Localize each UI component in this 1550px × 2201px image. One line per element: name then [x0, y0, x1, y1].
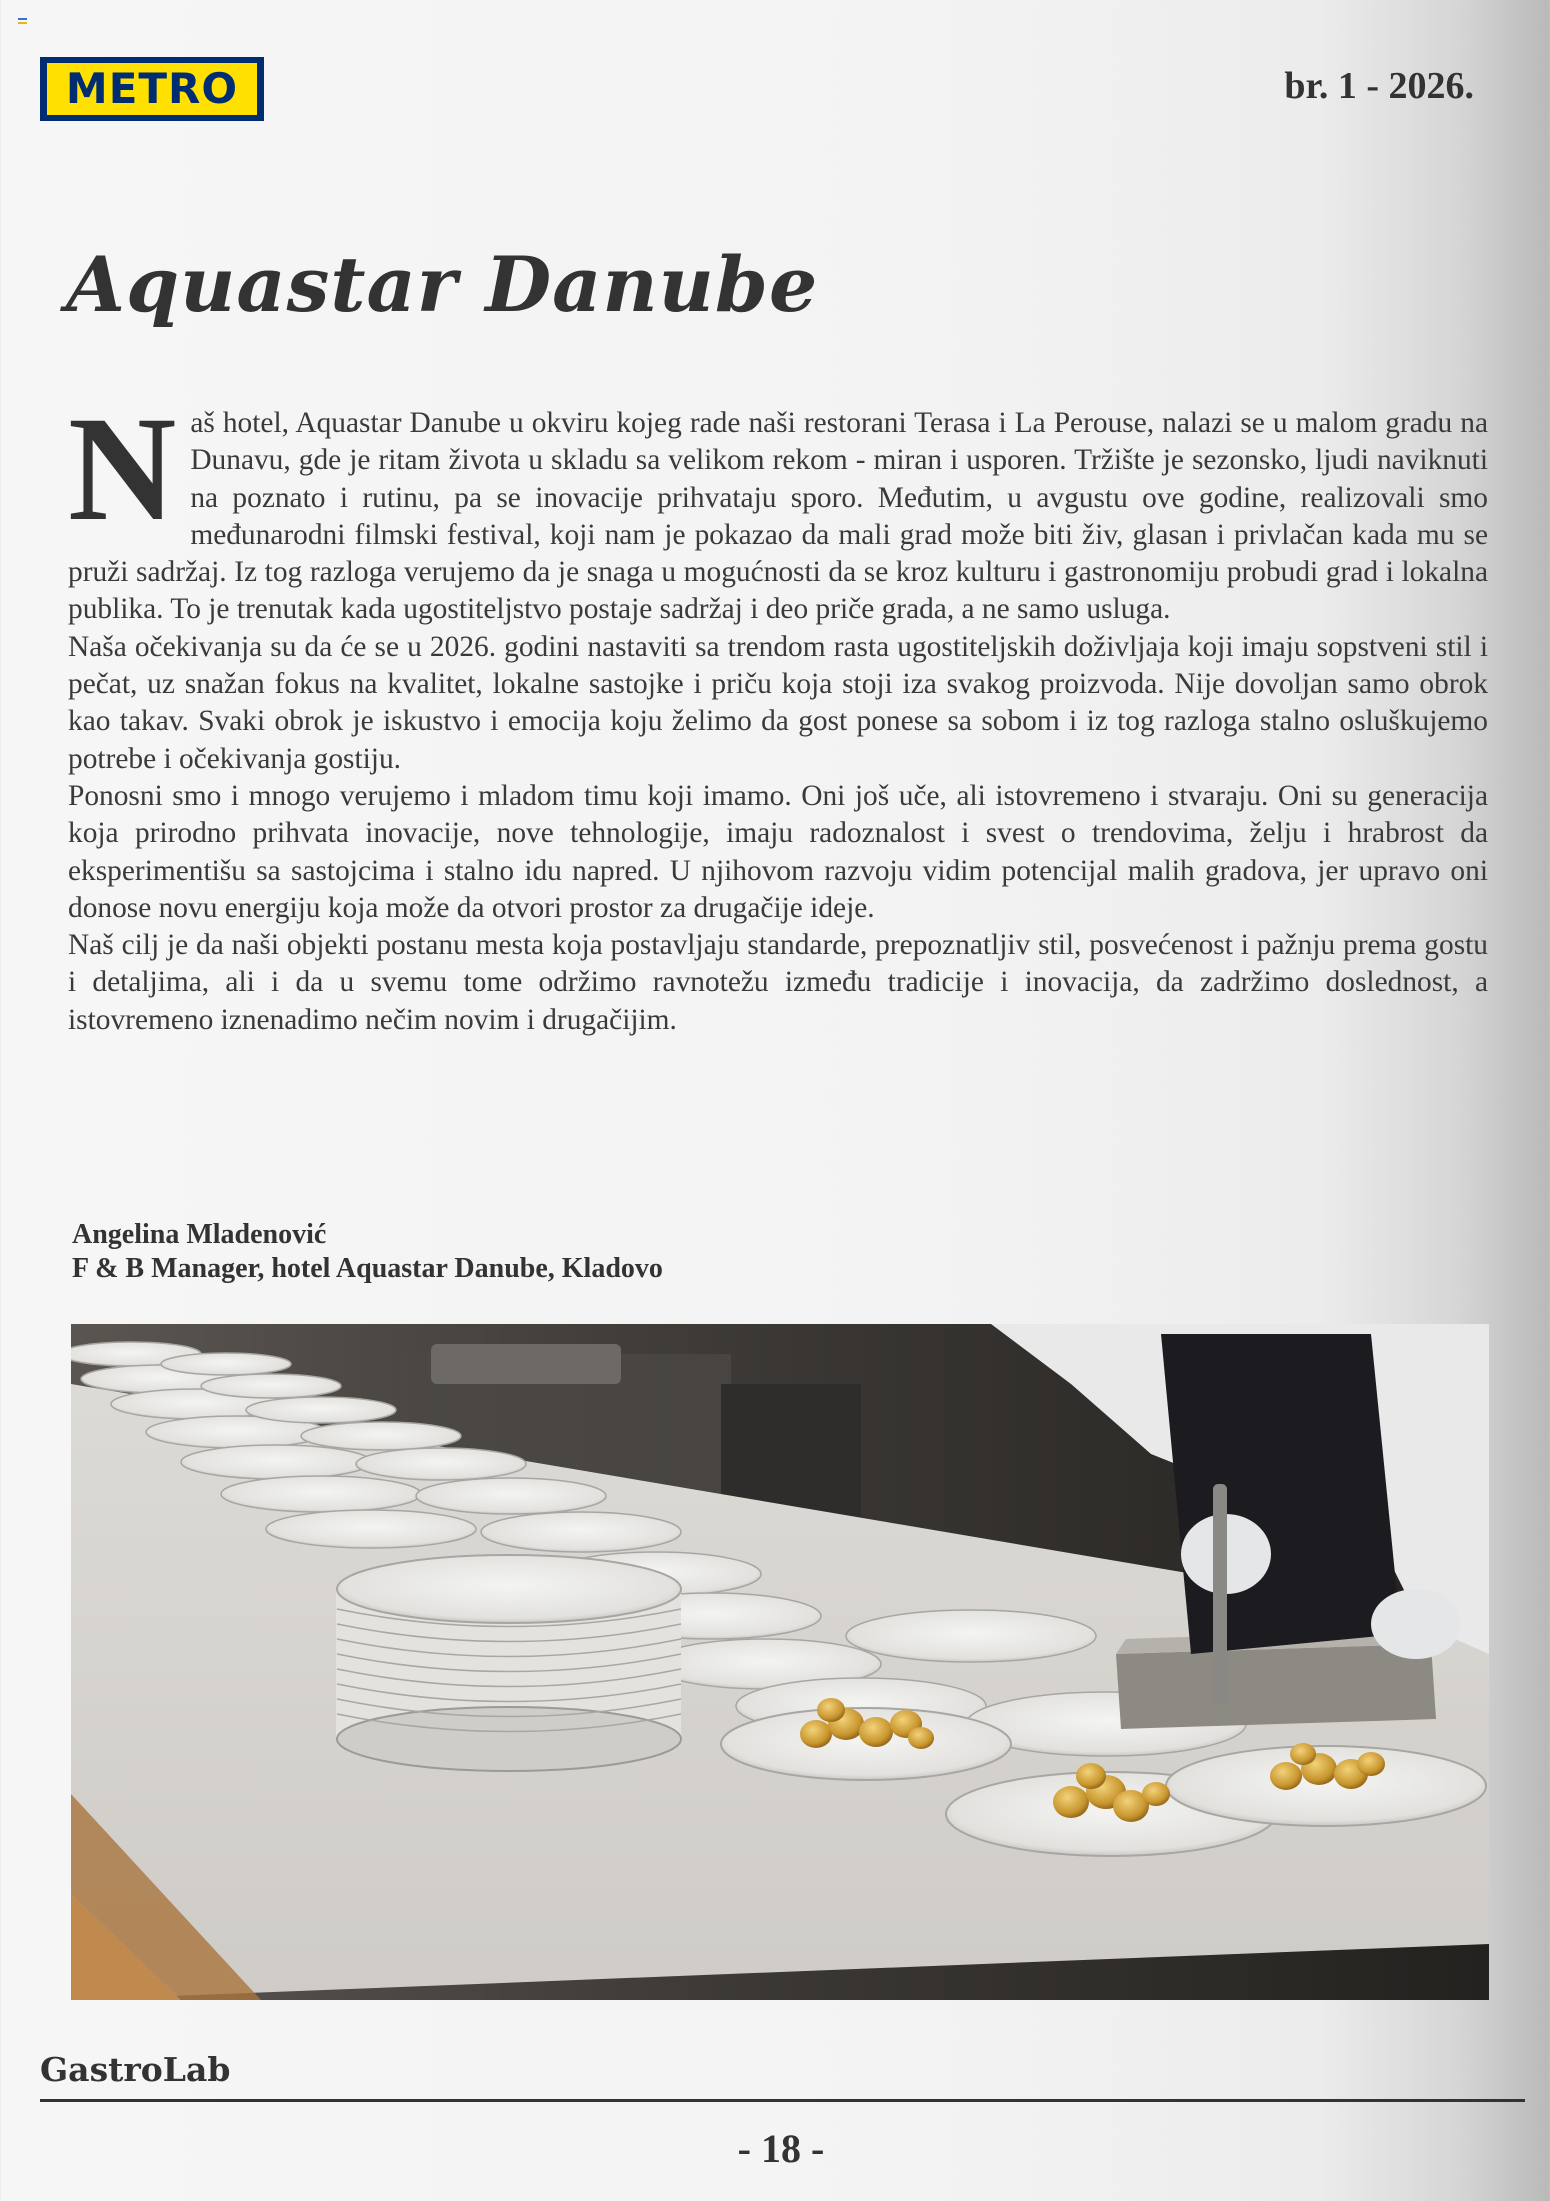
- paragraph-4: Naš cilj je da naši objekti postanu mesta koja postavljaju standarde, prepoznatljiv stil, posvećenost i pažnju prema gostu i detaljima, ali i da u svemu tome održimo ravnotežu između tradicije i inovacija, da zadržimo doslednost, a istovremeno iznenadimo nečim novim i drugačijim.: [68, 929, 1488, 1036]
- paragraph-1: [68, 386, 1488, 629]
- page-number: - 18 -: [737, 2126, 825, 2171]
- paragraph-3: Ponosni smo i mnogo verujemo i mladom timu koji imamo. Oni još uče, ali istovremeno i stvaraju. Oni su generacija koja prirodno prihvata inovacije, nove tehnologije, imaju radoznalost i svest o trendovima, želju i hrabrost da eksperimentišu sa sastojcima i stalno idu napred. U njihovom razvoju vidim potencijal malih gradova, jer upravo oni donose novu energiju koja može da otvori prostor za drugačije ideje.: [68, 779, 1488, 924]
- article-body: [68, 386, 1488, 1039]
- corner-mark: [18, 18, 27, 25]
- gastrolab-brand: GastroLab: [40, 2050, 231, 2089]
- article-title: Aquastar Danube: [66, 240, 819, 329]
- drop-cap: N: [68, 386, 177, 552]
- author-role: F & B Manager, hotel Aquastar Danube, Kladovo: [72, 1253, 663, 1284]
- issue-number: br. 1 - 2026.: [1284, 65, 1474, 107]
- author-signature: [72, 1218, 663, 1286]
- paragraph-2: Naša očekivanja su da će se u 2026. godini nastaviti sa trendom rasta ugostiteljskih doživljaja koji imaju sopstveni stil i pečat, uz snažan fokus na kvalitet, lokalne sastojke i priču koja stoji iza svakog proizvoda. Nije dovoljan samo obrok kao takav. Svaki obrok je iskustvo i emocija koju želimo da gost ponese sa sobom i iz tog razloga stalno osluškujemo potrebe i očekivanja gostiju.: [68, 630, 1488, 775]
- footer-divider: [40, 2099, 1525, 2102]
- metro-logo: [40, 57, 264, 121]
- kitchen-plating-photo: [71, 1324, 1489, 2000]
- paragraph-1-text: aš hotel, Aquastar Danube u okviru kojeg rade naši restorani Terasa i La Perouse, nalazi se u malom gradu na Dunavu, gde je ritam života u skladu sa velikom rekom - miran i usporen. Tržište je sezonsko, ljudi naviknuti na poznato i rutinu, pa se inovacije prihvataju sporo. Međutim, u avgustu ove godine, realizovali smo međunarodni filmski festival, koji nam je pokazao da mali grad može biti živ, glasan i privlačan kada mu se pruži sadržaj. Iz tog razloga verujemo da je snaga u mogućnosti da se kroz kulturu i gastronomiju probudi grad i lokalna publika. To je trenutak kada ugostiteljstvo postaje sadržaj i deo priče grada, a ne samo usluga.: [68, 407, 1488, 626]
- metro-logo-text: METRO: [47, 63, 257, 115]
- author-name: Angelina Mladenović: [72, 1219, 327, 1250]
